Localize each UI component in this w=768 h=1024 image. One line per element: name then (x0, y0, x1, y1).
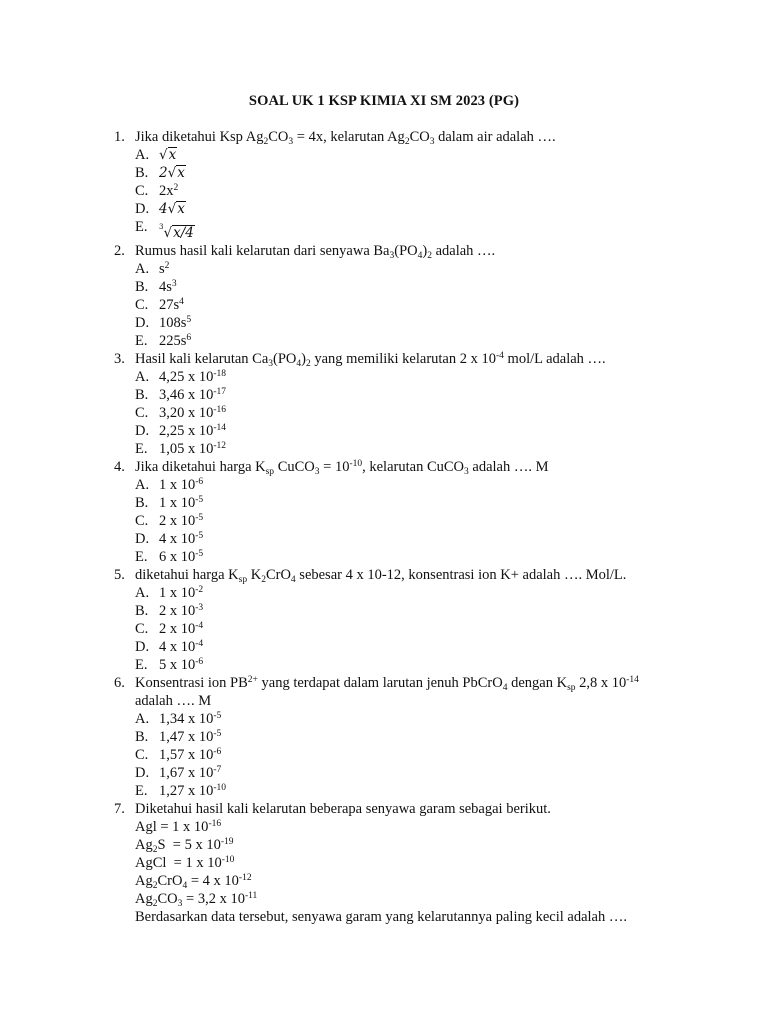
option-text: $^3$√x/4 (159, 223, 194, 241)
option-label: B. (135, 279, 149, 295)
question-number: 7. (114, 801, 125, 817)
answer-option (135, 476, 714, 494)
option-label: E. (135, 549, 148, 565)
option-label: C. (135, 621, 149, 637)
question-7 (114, 800, 714, 926)
question-text: diketahui harga $K_{sp}$ $K_2CrO_4$ sebesar 4 x 10-12, konsentrasi ion K+ adalah …. Mol/L. (135, 567, 627, 585)
question-text: Rumus hasil kali kelarutan dari senyawa $Ba_3(PO_4)_2$ adalah …. (135, 243, 496, 261)
option-label: A. (135, 585, 150, 601)
question-3 (114, 350, 714, 458)
question-text: Jika diketahui Ksp $Ag_2CO_3 = 4x$, kelarutan $Ag_2CO_3$ dalam air adalah …. (135, 129, 556, 147)
option-text: 3,46 x $10^{-17}$ (159, 386, 227, 403)
answer-option (135, 278, 714, 296)
option-text: 1 x $10^{-2}$ (159, 584, 204, 601)
option-label: A. (135, 261, 150, 277)
option-text: 1,34 x $10^{-5}$ (159, 710, 222, 727)
option-text: $2x^2$ (159, 182, 179, 199)
option-text: 2 x $10^{-3}$ (159, 602, 204, 619)
option-label: D. (135, 423, 150, 439)
option-label: A. (135, 477, 150, 493)
answer-option (135, 146, 714, 164)
option-text: $s^2$ (159, 260, 170, 277)
option-label: E. (135, 441, 148, 457)
option-label: D. (135, 201, 150, 217)
question-text: Diketahui hasil kali kelarutan beberapa senyawa garam sebagai berikut. (135, 801, 551, 817)
question-number: 5. (114, 567, 125, 583)
ksp-data-line: $Ag_2S = 5$ x $10^{-19}$ (135, 836, 234, 855)
option-text: 1,57 x $10^{-6}$ (159, 746, 222, 763)
question-number: 3. (114, 351, 125, 367)
option-label: C. (135, 513, 149, 529)
question-1 (114, 128, 714, 242)
question-number: 1. (114, 129, 125, 145)
answer-option (135, 296, 714, 314)
option-label: E. (135, 657, 148, 673)
document-title: SOAL UK 1 KSP KIMIA XI SM 2023 (PG) (248, 93, 520, 109)
option-label: C. (135, 297, 149, 313)
question-2 (114, 242, 714, 350)
ksp-data-line: Agl = 1 x $10^{-16}$ (135, 818, 222, 835)
option-text: $108s^5$ (159, 314, 192, 331)
question-text: Jika diketahui harga $K_{sp}$ CuCO$_3$ = $10^{-10}$, kelarutan CuCO$_3$ adalah …. M (135, 458, 549, 477)
option-label: B. (135, 387, 149, 403)
option-text: 3,20 x $10^{-16}$ (159, 404, 227, 421)
option-label: E. (135, 783, 148, 799)
answer-option (135, 440, 714, 458)
option-text: √x (159, 147, 177, 163)
answer-option (135, 602, 714, 620)
option-label: C. (135, 405, 149, 421)
answer-option (135, 422, 714, 440)
answer-option (135, 260, 714, 278)
option-label: E. (135, 333, 148, 349)
option-text: 1,05 x $10^{-12}$ (159, 440, 227, 457)
question-5 (114, 566, 714, 674)
option-text: 1 x $10^{-5}$ (159, 494, 204, 511)
answer-option (135, 764, 714, 782)
option-label: C. (135, 747, 149, 763)
answer-option (135, 386, 714, 404)
option-text: 5 x $10^{-6}$ (159, 656, 204, 673)
answer-option (135, 584, 714, 602)
option-text: 1,67 x $10^{-7}$ (159, 764, 222, 781)
answer-option (135, 656, 714, 674)
option-label: B. (135, 603, 149, 619)
option-text: $27s^4$ (159, 296, 184, 313)
option-label: E. (135, 219, 148, 235)
answer-option (135, 548, 714, 566)
answer-option (135, 314, 714, 332)
answer-option (135, 494, 714, 512)
option-label: C. (135, 183, 149, 199)
option-label: B. (135, 729, 149, 745)
answer-option (135, 218, 714, 242)
ksp-data-line: $Ag_2CrO_4 = 4$ x $10^{-12}$ (135, 872, 252, 891)
answer-option (135, 746, 714, 764)
answer-option (135, 164, 714, 182)
answer-option (135, 182, 714, 200)
answer-option (135, 332, 714, 350)
option-text: 2 x $10^{-5}$ (159, 512, 204, 529)
answer-option (135, 200, 714, 218)
question-text: Hasil kali kelarutan $Ca_3(PO_4)_2$ yang memiliki kelarutan 2 x $10^{-4}$ mol/L adalah …. (135, 350, 606, 369)
option-label: A. (135, 711, 150, 727)
answer-option (135, 512, 714, 530)
option-text: 4,25 x $10^{-18}$ (159, 368, 227, 385)
question-prompt: Berdasarkan data tersebut, senyawa garam yang kelarutannya paling kecil adalah …. (135, 909, 627, 925)
question-number: 6. (114, 675, 125, 691)
question-text: Konsentrasi ion $PB^{2+}$ yang terdapat dalam larutan jenuh PbCrO$_4$ dengan $K_{sp}$ 2,8 x $10^{-14}$ adalah …. M (135, 674, 639, 709)
question-number: 4. (114, 459, 125, 475)
option-text: 1,47 x $10^{-5}$ (159, 728, 222, 745)
option-label: D. (135, 531, 150, 547)
option-label: A. (135, 369, 150, 385)
option-text: 2 x $10^{-4}$ (159, 620, 204, 637)
question-4 (114, 458, 714, 566)
ksp-data-line: AgCl = 1 x $10^{-10}$ (135, 854, 235, 871)
option-label: B. (135, 495, 149, 511)
option-text: 1,27 x $10^{-10}$ (159, 782, 227, 799)
option-label: D. (135, 765, 150, 781)
option-text: 2,25 x $10^{-14}$ (159, 422, 227, 439)
answer-option (135, 710, 714, 728)
option-text: 4 x $10^{-5}$ (159, 530, 204, 547)
option-label: D. (135, 639, 150, 655)
option-text: 1 x $10^{-6}$ (159, 476, 204, 493)
answer-option (135, 728, 714, 746)
ksp-data-line: $Ag_2CO_3 = 3,2$ x $10^{-11}$ (135, 890, 258, 909)
question-list (114, 128, 714, 926)
question-6 (114, 674, 714, 800)
option-label: A. (135, 147, 150, 163)
option-text: 2√x (159, 165, 185, 181)
answer-option (135, 368, 714, 386)
option-text: $4s^3$ (159, 278, 177, 295)
option-text: 4√x (159, 201, 185, 217)
option-text: $225s^6$ (159, 332, 192, 349)
answer-option (135, 404, 714, 422)
answer-option (135, 530, 714, 548)
option-label: D. (135, 315, 150, 331)
question-number: 2. (114, 243, 125, 259)
option-text: 4 x $10^{-4}$ (159, 638, 204, 655)
option-text: 6 x $10^{-5}$ (159, 548, 204, 565)
answer-option (135, 638, 714, 656)
answer-option (135, 782, 714, 800)
option-label: B. (135, 165, 149, 181)
answer-option (135, 620, 714, 638)
